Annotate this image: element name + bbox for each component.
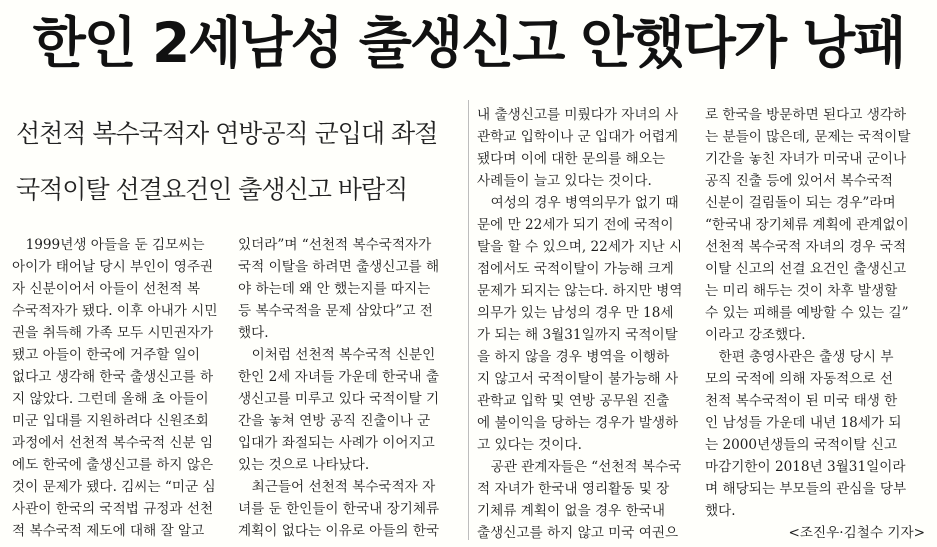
article-line: 적 복수국적 제도에 대해 잘 알고: [12, 523, 205, 539]
article-line: 이탈 신고의 선결 요건인 출생신고: [705, 261, 907, 277]
article-column-4: [705, 104, 925, 544]
article-line: 의무가 있는 남성의 경우 만 18세: [477, 305, 674, 321]
subhead-1: 선천적 복수국적자 연방공직 군입대 좌절: [16, 119, 438, 148]
article-line: 관학교 입학 및 연방 공무원 진출: [477, 393, 670, 409]
article-line: 아이가 태어날 당시 부인이 영주권: [12, 259, 214, 275]
article-column-3: [477, 104, 693, 544]
article-line: 했다.: [238, 325, 269, 341]
article-line: 문에 만 22세가 되기 전에 국적이: [477, 217, 674, 233]
article-line: 마감기한이 2018년 3월31일이라: [705, 459, 906, 475]
article-line: 이처럼 선천적 복수국적 신분인: [238, 347, 436, 363]
byline: <조진우·김철수 기자>: [788, 525, 925, 541]
article-line: 이라고 강조했다.: [705, 327, 806, 343]
article-line: 것이 문제가 됐다. 김씨는 “미군 심: [12, 479, 216, 495]
article-line: 적 자녀가 한국내 영리활동 및 장: [477, 481, 670, 497]
headline: 한인 2세남성 출생신고 안했다가 낭패: [32, 11, 905, 75]
article-line: 간을 놓쳐 연방 공직 진출이나 군: [238, 413, 431, 429]
article-line: 내 출생신고를 미뤘다가 자녀의 사: [477, 107, 679, 123]
article-line: 사례들이 늘고 있다는 것이다.: [477, 173, 652, 189]
article-line: 국적 이탈을 하려면 출생신고를 해: [238, 259, 440, 275]
article-line: 는 2000년생들의 국적이탈 신고: [705, 437, 898, 453]
article-line: 계획이 없다는 이유로 아들의 한국: [238, 523, 440, 539]
article-line: 수 있는 피해를 예방할 수 있는 길”: [705, 305, 909, 321]
article-line: 점에서도 국적이탈이 가능해 크게: [477, 261, 674, 277]
column-divider: [468, 100, 469, 540]
article-line: 기간을 놓친 자녀가 미국내 군이나: [705, 151, 907, 167]
article-column-1: [12, 234, 228, 542]
article-line: 생신고를 미루고 있다 국적이탈 기: [238, 391, 440, 407]
article-line: 있더라”며 “선천적 복수국적자가: [238, 237, 432, 253]
article-line: 됐다며 이에 대한 문의를 해오는: [477, 151, 665, 167]
article-line: 입대가 좌절되는 사례가 이어지고: [238, 435, 435, 451]
article-line: 권을 취득해 가족 모두 시민권자가: [12, 325, 214, 341]
subhead-2: 국적이탈 선결요건인 출생신고 바람직: [16, 175, 408, 204]
article-line: 출생신고를 하지 않고 미국 여권으: [477, 525, 679, 541]
article-line: 천적 복수국적이 된 미국 태생 한: [705, 393, 898, 409]
article-line: 모의 국적에 의해 자동적으로 선: [705, 371, 893, 387]
article-line: 최근들어 선천적 복수국적자 자: [238, 479, 436, 495]
article-line: 한인 2세 자녀들 가운데 한국내 출: [238, 369, 439, 385]
article-line: 사관이 한국의 국적법 규정과 선천: [12, 501, 214, 517]
article-line: 미군 입대를 지원하려다 신원조회: [12, 413, 209, 429]
article-line: 있는 것으로 나타났다.: [238, 457, 370, 473]
article-line: 지 않고서 국적이탈이 불가능해 사: [477, 371, 679, 387]
article-line: 했다.: [705, 503, 736, 519]
article-line: 관학교 입학이나 군 입대가 어렵게: [477, 129, 679, 145]
article-line: 고 있다는 것이다.: [477, 437, 582, 453]
article-line: 없다고 생각해 한국 출생신고를 하: [12, 369, 214, 385]
article-line: 에 불이익을 당하는 경우가 발생하: [477, 415, 679, 431]
article-line: 탈을 할 수 있으며, 22세가 지난 시: [477, 239, 683, 255]
article-line: 등 복수국적을 문제 삼았다”고 전: [238, 303, 433, 319]
article-line: 을 하지 않을 경우 병역을 이행하: [477, 349, 670, 365]
article-line: 는 미리 해두는 것이 차후 발생할: [705, 283, 898, 299]
article-line: 공직 진출 등에 있어서 복수국적: [705, 173, 893, 189]
article-line: 지 않았다. 그런데 올해 초 아들이: [12, 391, 209, 407]
article-line: “한국내 장기체류 계획에 관계없이: [705, 217, 909, 233]
article-line: 신분이 걸림돌이 되는 경우”라며: [705, 195, 896, 211]
article-line: 자 신분이어서 아들이 선천적 복: [12, 281, 200, 297]
article-line: 며 해당되는 부모들의 관심을 당부: [705, 481, 907, 497]
article-line: 선천적 복수국적 자녀의 경우 국적: [705, 239, 907, 255]
article-line: 기체류 계획이 없을 경우 한국내: [477, 503, 665, 519]
article-line: 여성의 경우 병역의무가 없기 때: [477, 195, 679, 211]
article-line: 가 되는 해 3월31일까지 국적이탈: [477, 327, 678, 343]
article-line: 야 하는데 왜 안 했는지를 따지는: [238, 281, 431, 297]
article-line: 수국적자가 됐다. 이후 아내가 시민: [12, 303, 218, 319]
article-line: 문제가 되지는 않는다. 하지만 병역: [477, 283, 683, 299]
article-line: 에도 한국에 출생신고를 하지 않은: [12, 457, 214, 473]
article-line: 과정에서 선천적 복수국적 신분 임: [12, 435, 214, 451]
article-line: 공관 관계자들은 “선천적 복수국: [477, 459, 682, 475]
article-column-2: [238, 234, 456, 542]
article-line: 녀를 둔 한인들이 한국내 장기체류: [238, 501, 440, 517]
article-line: 한편 총영사관은 출생 당시 부: [705, 349, 894, 365]
article-line: 로 한국을 방문하면 된다고 생각하: [705, 107, 907, 123]
article-line: 1999년생 아들을 둔 김모씨는: [12, 237, 205, 253]
article-line: 됐고 아들이 한국에 거주할 일이: [12, 347, 200, 363]
article-line: 는 분들이 많은데, 문제는 국적이탈: [705, 129, 911, 145]
article-line: 인 남성들 가운데 내년 18세가 되: [705, 415, 902, 431]
